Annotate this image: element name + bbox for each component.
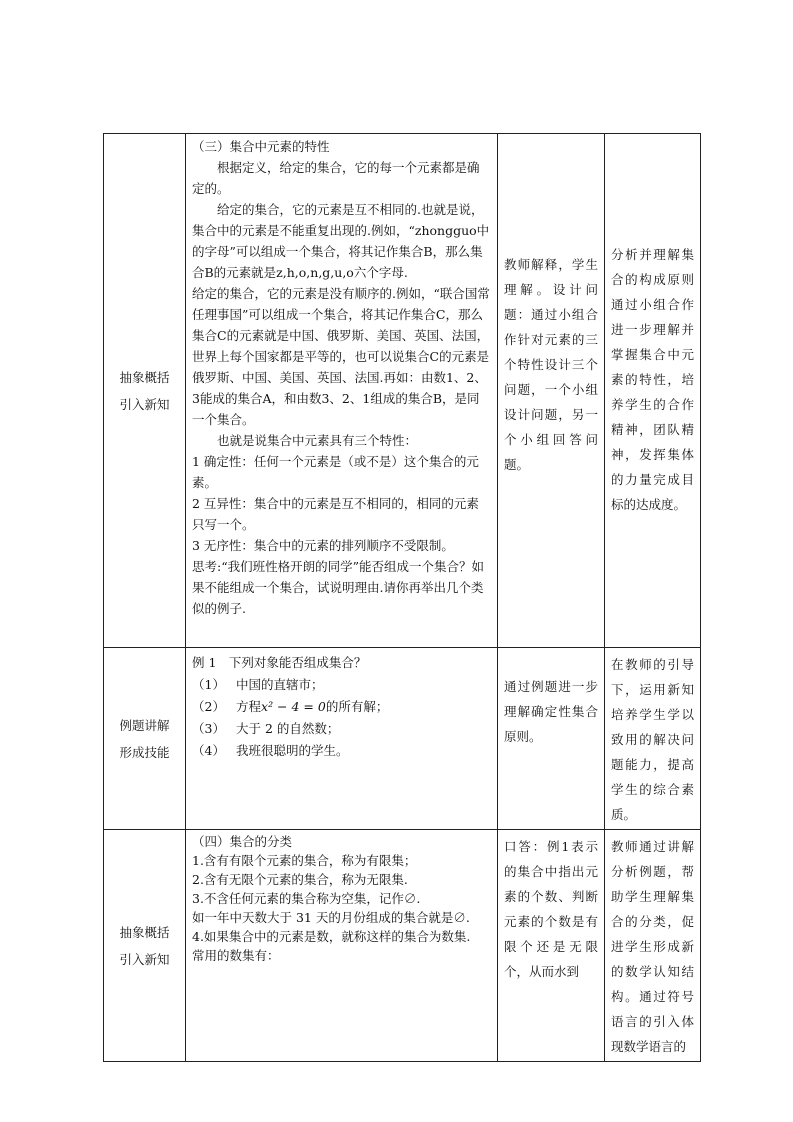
stage-cell [104,134,186,648]
stage-label: 引入新知 [119,396,170,412]
teacher-activity-text: 通过例题进一步理解确定性集合原则。 [504,679,598,744]
list-item [192,674,491,696]
design-intent-text: 在教师的引导下，运用新知培养学生学以致用的解决问题能力，提高学生的综合素质。 [611,657,694,822]
item-text: 的所有解； [325,699,389,714]
content-cell [186,830,498,1062]
design-intent-cell [605,648,701,830]
property-item: 3 无序性：集合中的元素的排列顺序不受限制。 [192,538,454,553]
lesson-plan-table [103,133,701,1062]
item-number: （1） [192,677,225,692]
example-title: 例 1 下列对象能否组成集合？ [192,655,367,670]
item-number: （3） [192,721,225,736]
design-intent-cell [605,830,701,1062]
content-cell [186,648,498,830]
property-item: 2 互异性：集合中的元素是互不相同的，相同的元素只写一个。 [192,496,479,532]
property-item: 1 确定性：任何一个元素是（或不是）这个集合的元素。 [192,454,479,490]
item-number: （2） [192,699,225,714]
paragraph: 3.不含任何元素的集合称为空集，记作∅. [192,891,421,906]
think-question: 思考:“我们班性格开朗的同学”能否组成一个集合？如果不能组成一个集合，试说明理由.请你再举出几个类似的例子. [192,559,484,616]
teacher-activity-cell [498,830,605,1062]
paragraph: 根据定义，给定的集合，它的每一个元素都是确定的。 [192,160,480,196]
stage-label: 引入新知 [119,951,170,967]
teacher-activity-text: 教师解释，学生理解。设计问题：通过小组合作针对元素的三个特性设计三个问题，一个小组设计问题，另一个小组回答问题。 [504,257,598,472]
paragraph: 如一年中天数大于 31 天的月份组成的集合就是∅. [192,910,470,925]
teacher-activity-cell [498,134,605,648]
list-item [192,718,491,740]
paragraph: 给定的集合，它的元素是互不相同的.也就是说，集合中的元素是不能重复出现的.例如，“zhongguo中的字母”可以组成一个集合，将其记作集合B，那么集合B的元素就是z,h,o,n,g,u,o六个字母. [192,202,490,280]
stage-cell [104,648,186,830]
item-text: 方程 [236,699,262,714]
list-item [192,740,491,762]
paragraph: 1.含有有限个元素的集合，称为有限集； [192,853,417,868]
paragraph: 4.如果集合中的元素是数，就称这样的集合为数集. [192,929,471,944]
item-text: 我班很聪明的学生。 [236,743,349,758]
paragraph: 给定的集合，它的元素是没有顺序的.例如，“联合国常任理事国”可以组成一个集合，将其记作集合C，那么集合C的元素就是中国、俄罗斯、美国、英国、法国，世界上每个国家都是平等的，也可以说集合C的元素是俄罗斯、中国、美国、英国、法国.再如：由数1、2、3能成的集合A，和由数3、2、1组成的集合B，是同一个集合。 [192,286,490,427]
stage-label: 抽象概括 [119,924,170,940]
design-intent-cell [605,134,701,648]
paragraph: 常用的数集有： [192,948,280,963]
equation: x² − 4 = 0 [261,699,326,714]
section-heading: （四）集合的分类 [192,834,293,849]
item-number: （4） [192,743,225,758]
stage-label: 例题讲解 [119,717,170,733]
content-cell [186,134,498,648]
table-row [104,648,701,830]
table-row [104,830,701,1062]
item-text: 大于 2 的自然数； [236,721,340,736]
list-item [192,696,491,718]
stage-label: 形成技能 [119,744,170,760]
design-intent-text: 教师通过讲解分析例题，帮助学生理解集合的分类，促进学生形成新的数学认知结构。通过符号语言的引入体现数学语言的 [611,839,694,1054]
stage-label: 抽象概括 [119,369,170,385]
paragraph: 也就是说集合中元素具有三个特性： [217,433,418,448]
section-heading: （三）集合中元素的特性 [192,139,330,154]
teacher-activity-cell [498,648,605,830]
teacher-activity-text: 口答：例1表示的集合中指出元素的个数、判断元素的个数是有限个还是无限个，从而水到 [504,839,598,979]
paragraph: 2.含有无限个元素的集合，称为无限集. [192,872,408,887]
stage-cell [104,830,186,1062]
item-text: 中国的直辖市； [236,677,324,692]
table-row [104,134,701,648]
design-intent-text: 分析并理解集合的构成原则通过小组合作进一步理解并掌握集合中元素的特性，培养学生的合作精神，团队精神，发挥集体的力量完成目标的达成度。 [611,247,694,512]
